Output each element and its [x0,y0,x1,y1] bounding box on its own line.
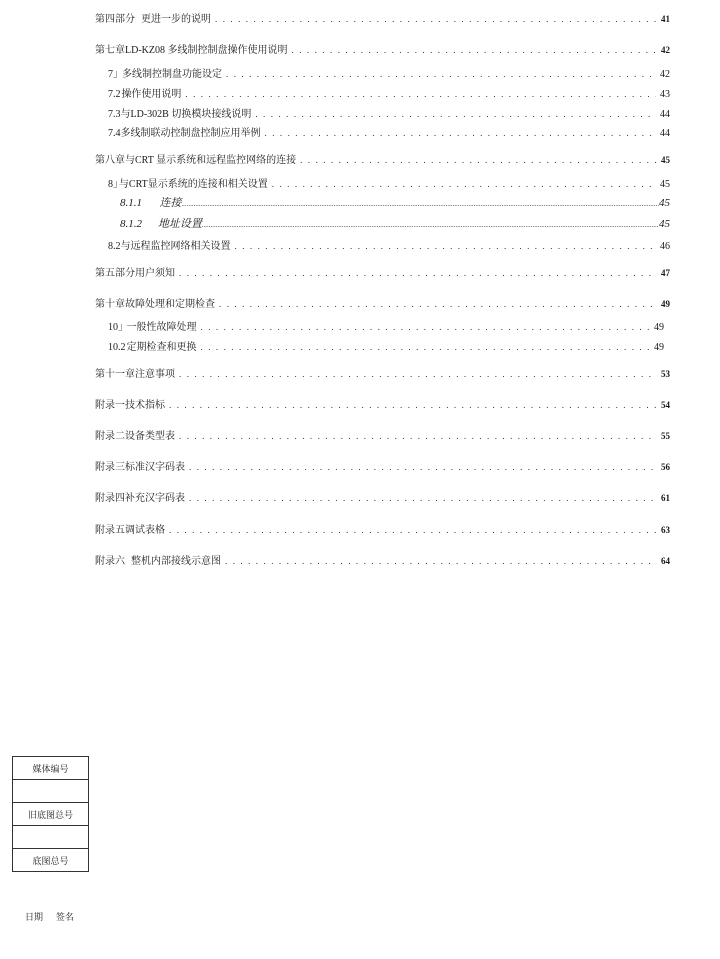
toc-entry-page: 54 [661,400,670,410]
old-drawing-number-value [13,826,89,849]
signature-label: 签名 [55,913,74,923]
toc-entry-title: 多线制控制盘功能设定 [122,69,222,80]
toc-leader [272,178,656,191]
toc-entry [120,218,670,232]
toc-entry-title: 附录五调试表格 [95,525,165,536]
toc-entry-title: 8.2与远程监控网络相关设置 [108,241,231,252]
toc-entry-number: 8.1.1 [120,197,142,209]
toc-entry-page: 63 [661,525,670,535]
toc-entry [120,197,670,211]
toc-entry-page: 47 [661,268,670,278]
toc-entry [95,524,670,537]
toc-entry-page: 45 [659,218,670,230]
toc-entry [95,154,670,167]
toc-entry-title: LD-KZ08 多线制控制盘操作使用说明 [125,45,288,56]
toc-leader [179,267,657,280]
toc-leader [179,430,657,443]
toc-entry [95,44,670,57]
toc-entry [95,555,670,568]
toc-entry [108,108,670,121]
toc-entry-page: 49 [654,322,664,333]
toc-entry-title: 多线制联动控制盘控制应用举例 [120,128,261,139]
toc-entry-page: 49 [661,299,670,309]
toc-entry-title: 连接 [159,197,182,209]
toc-leader [189,461,657,474]
toc-leader [185,88,656,101]
toc-leader [202,219,659,232]
toc-entry-title: 附录二设备类型表 [95,431,175,442]
toc-entry-number: 附录六 [95,556,125,567]
toc-entry [108,341,664,354]
toc-entry-number: 第四部分 [95,14,135,25]
toc-leader [169,399,657,412]
toc-entry-title: 第十章故障处理和定期检查 [95,299,215,310]
toc-entry-number: 10｣ [108,322,123,333]
toc-entry-title: 第五部分用户须知 [95,268,175,279]
drawing-stamp-table [12,756,89,872]
toc-entry [108,88,670,101]
toc-leader [215,13,657,26]
toc-leader [225,555,657,568]
toc-entry [95,461,670,474]
toc-entry-number: 8.1.2 [120,218,142,230]
toc-entry [95,267,670,280]
toc-entry-number: 10.2 [108,342,126,353]
toc-entry [95,13,670,26]
toc-leader [201,321,651,334]
toc-entry [95,298,670,311]
toc-entry-page: 43 [660,89,670,100]
toc-entry-title: 第十一章注意事项 [95,369,175,380]
toc-entry-title: 附录一技术指标 [95,400,165,411]
date-label: 日期 [25,913,44,923]
toc-leader [265,127,657,140]
toc-entry-title: 与CRT显示系统的连接和相关设置 [118,179,268,190]
toc-entry-title: 第八章与CRT 显示系统和远程监控网络的连接 [95,155,297,166]
toc-entry-page: 53 [661,369,670,379]
toc-entry-page: 41 [661,14,670,24]
toc-entry-page: 45 [661,155,670,165]
toc-entry-page: 61 [661,493,670,503]
toc-entry [108,127,670,140]
toc-entry [95,430,670,443]
toc-entry-title: 与LD-302B 切换模块接线说明 [120,109,252,120]
toc-entry-page: 42 [661,45,670,55]
toc-leader [226,68,656,81]
toc-leader [201,341,651,354]
toc-entry-title: 附录三标准汉字码表 [95,462,185,473]
toc-entry-page: 45 [660,179,670,190]
toc-entry [95,368,670,381]
toc-entry-page: 44 [660,109,670,120]
toc-entry [108,68,670,81]
toc-entry-title: 地址设置 [157,218,202,230]
media-number-value [13,780,89,803]
toc-leader [292,44,658,57]
toc-leader [179,368,657,381]
toc-leader [300,154,657,167]
toc-leader [182,198,659,211]
toc-entry-title: 更进一步的说明 [141,14,211,25]
toc-entry [108,240,670,253]
drawing-number-label: 底图总号 [13,849,89,872]
toc-leader [169,524,657,537]
date-signature-line [25,910,84,923]
toc-entry-number: 第七章 [95,45,125,56]
toc-leader [189,492,657,505]
toc-entry-page: 44 [660,128,670,139]
toc-entry-page: 56 [661,462,670,472]
toc-entry-number: 7.2 [108,89,121,100]
toc-entry-number: 7.4 [108,128,121,139]
toc-entry [108,178,670,191]
toc-entry-title: 定期检查和更换 [126,342,197,353]
toc-entry [95,492,670,505]
media-number-label: 媒体编号 [13,757,89,780]
toc-entry-title: 一般性故障处理 [126,322,197,333]
toc-entry-page: 42 [660,69,670,80]
toc-leader [219,298,657,311]
toc-entry-page: 49 [654,342,664,353]
toc-entry [95,399,670,412]
toc-leader [235,240,657,253]
toc-entry-number: 8｣ [108,179,118,190]
toc-entry-title: 整机内部接线示意图 [131,556,221,567]
toc-entry [108,321,664,334]
toc-entry-title: 操作使用说明 [121,89,182,100]
toc-entry-page: 45 [659,197,670,209]
toc-leader [255,108,656,121]
toc-entry-number: 7.3 [108,109,121,120]
toc-entry-number: 7｣ [108,69,118,80]
toc-entry-title: 附录四补充汉字码表 [95,493,185,504]
toc-entry-page: 64 [661,556,670,566]
old-drawing-number-label: 旧底图总号 [13,803,89,826]
toc-entry-page: 46 [660,241,670,252]
toc-entry-page: 55 [661,431,670,441]
